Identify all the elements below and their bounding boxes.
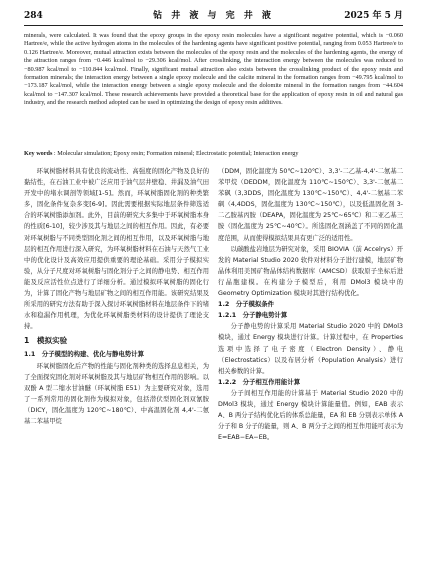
page-number: 284 [24,11,43,21]
header-rule [24,25,403,26]
subsection-1-1-heading: 1.1 分子模型的构建、优化与静电势计算 [24,350,144,359]
subsection-1-2-1-heading: 1.2.1 分子静电势计算 [218,311,288,320]
continued-paragraph: （DDM，固化温度为 50℃~120℃）、3,3'-二乙基-4,4'-二氨基二苯甲烷（DEDDM，固化温度为 110℃~150℃）、3,3'-二氨基二苯砜（3,3DDS，固化温度为 130℃~150℃）、4,4'-二氨基二苯砜（4,4DDS，固化温度为 130℃~150℃），以及低温固化剂 3-二乙胺基丙胺（DEAPA，固化温度为 25℃~65℃）和二亚乙基三胺（固化温度为 25℃~40℃）。所选固化剂涵盖了不同的固化温度范围，从而使得模拟结果具有更广泛的适用性。 [218,168,403,242]
modeling-paragraph: 以碳酸盐岩地层为研究对象，采用 BIOVIA（前 Accelrys）开发的 Material Studio 2020 软件对材料分子进行建模，地层矿物晶体利用美国矿物晶体结构数据库（AMCSD）获取原子坐标后进行晶胞建模。在构建分子模型后，利用 DMol3 模块中的 Geometry Optimization 模块对其进行结构优化。 [218,245,403,298]
keywords-label: Key words [24,150,53,157]
subsection-1-1-paragraph: 环氧树脂固化后产物的性能与固化剂种类的选择息息相关，为了全面探究固化剂对环氧树脂及其与地层矿物相互作用的影响。以双酚 A 型二缩水甘油醚（环氧树脂 E51）为主要研究对象，选用了一系列常用的固化剂作为模拟对象，包括潜伏型固化剂双氰胺（DICY，固化温度为 120℃~180℃）、中高温固化剂 4,4'-二氨基二苯基甲烷 [24,362,209,425]
keywords-colon: : [53,150,58,157]
subsection-1-2-1-paragraph: 分子静电势的计算采用 Material Studio 2020 中的 DMol3 模块，通过 Energy 模块进行计算。计算过程中，在 Properties 选项中选择了电子密度（Electron Density）、静电（Electrostatics）以及布居分析（Population Analysis）进行相关参数的计算。 [218,323,403,375]
subsection-1-2-heading: 1.2 分子模拟条件 [218,300,275,309]
keywords-text: Molecular simulation; Epoxy resin; Formation mineral; Electrostatic potential; Interaction energy [57,150,299,157]
english-keywords [24,150,403,158]
section-1-heading: 1 模拟实验 [24,336,68,346]
journal-title: 钻 井 液 与 完 井 液 [153,11,274,21]
subsection-1-2-2-heading: 1.2.2 分子相互作用能计算 [218,377,301,386]
left-column [24,166,209,427]
issue-date: 2025 年 5 月 [344,11,403,21]
right-column [218,166,403,443]
english-abstract: minerals, were calculated. It was found that the epoxy groups in the epoxy resin molecules have a significant negative potential, which is −0.060 Hartree/e, while the active hydrogen atoms in the molecules of the hardening agents have significant positive potential, ranging from 0.053 Hartree/e to 0.126 Hartree/e. Moreover, mutual attraction exists between the molecules of the epoxy resin and the molecules of the hardening agents, the energy of the attraction ranges from −0.446 kcal/mol to −29.306 kcal/mol. After crosslinking, the interaction energy between the molecules was reduced to −80.987 kcal/mol to −110.844 kcal/mol. Finally, significant mutual attraction also exists between the crosslinking product of the epoxy resin and formation minerals; the interaction energy between a single epoxy molecule and the calcite mineral in the formation ranges from −49.795 kcal/mol to −173.187 kcal/mol, while the interaction energy between a single epoxy molecule and the dolomite mineral in the formation ranges from −44.604 kcal/mol to −147.307 kcal/mol. These research achievements have provided a theoretical base for the application of epoxy resin in oil and natural gas industry, and the research method adopted can be used in optimizing the design of epoxy resin additives. [24,32,403,107]
intro-paragraph: 环氧树脂材料具有优良的流动性、高强度的固化产物及良好的黏结性，在石油工业中被广泛应用于油气层井壁稳、井漏及油气田开发中的堵水调剖等领域[1-5]。然而，环氧树脂固化剂的种类繁多，固化条件复杂多变[6-9]。因此需要根据实际地层条件筛选适合的环氧树脂添加剂。此外，目前的研究大多集中于环氧树脂本身的性质[6-10]，较少涉及其与地层之间的相互作用。因此，有必要对环氧树脂与不同类型固化剂之间的相互作用，以及环氧树脂与地层的相互作用进行深入研究，为环氧树脂材料在石油与天然气工业中的优化设计及高效应用提供重要的理论基础。采用分子模拟实验，从分子尺度对环氧树脂与固化剂分子之间的静电势、相互作用能及反应活性位点进行了详细分析。通过模拟环氧树脂的固化行为，计算了固化产物与地层矿物之间的相互作用能。该研究结果及所采用的研究方法有助于深入探讨环氧树脂材料在地层条件下的堵水和稳漏作用机理，为优化环氧树脂类材料的设计提供了理论支持。 [24,168,209,331]
subsection-1-2-2-paragraph: 分子间相互作用能的计算基于 Material Studio 2020 中的 DMol3 模块，通过 Energy 模块计算能量值。例如，EAB 表示 A、B 两分子结构优化后的体系总能量，EA 和 EB 分别表示单体 A 分子和 B 分子的能量，则 A、B 两分子之间的相互作用能可表示为 E=EAB−EA−EB。 [218,389,403,442]
running-header [24,9,403,23]
